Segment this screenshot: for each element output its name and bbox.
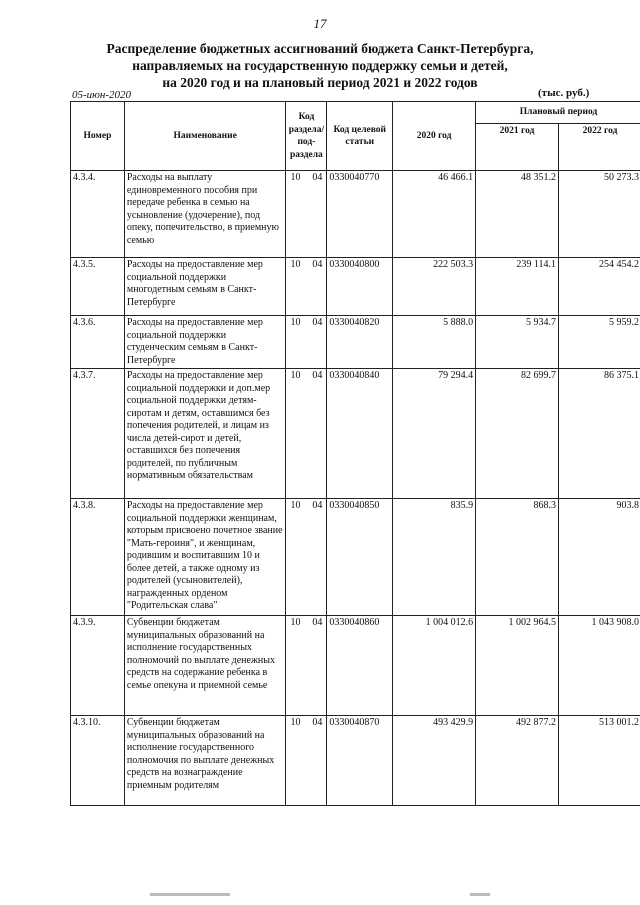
row-amount-2021: 5 934.7 <box>476 316 559 369</box>
row-amount-2022: 903.8 <box>559 499 640 616</box>
row-amount-2021: 239 114.1 <box>476 258 559 316</box>
row-amount-2022: 1 043 908.0 <box>559 616 640 716</box>
section-value: 10 <box>290 717 301 728</box>
row-name: Расходы на предоставление мер социальной поддержки студенческим семьям в Санкт-Петербурге <box>124 316 286 369</box>
row-amount-2020: 79 294.4 <box>393 369 476 499</box>
row-section-code <box>286 716 327 806</box>
header-section-code: Код раздела/ под-раздела <box>286 102 327 171</box>
subsection-value: 04 <box>312 317 323 328</box>
section-value: 10 <box>290 317 301 328</box>
subsection-value: 04 <box>312 259 323 270</box>
row-number: 4.3.5. <box>71 258 125 316</box>
row-target-code: 0330040770 <box>327 171 393 258</box>
row-section-code <box>286 616 327 716</box>
table-header <box>71 102 640 171</box>
row-target-code: 0330040860 <box>327 616 393 716</box>
row-amount-2020: 835.9 <box>393 499 476 616</box>
subsection-value: 04 <box>312 717 323 728</box>
section-value: 10 <box>290 259 301 270</box>
subsection-value: 04 <box>312 370 323 381</box>
header-year-2022: 2022 год <box>559 124 640 171</box>
row-amount-2020: 222 503.3 <box>393 258 476 316</box>
section-value: 10 <box>290 172 301 183</box>
table-body <box>71 171 640 806</box>
table-row <box>71 716 640 806</box>
table-row <box>71 316 640 369</box>
row-amount-2020: 1 004 012.6 <box>393 616 476 716</box>
row-number: 4.3.6. <box>71 316 125 369</box>
row-name: Расходы на предоставление мер социальной поддержки женщинам, которым присвоено почетное звание "Мать-героиня", и женщинам, родившим и воспитавшим 10 и более детей, а также одному из родителей (усыновителей), награжденных орденом "Родительская слава" <box>124 499 286 616</box>
row-amount-2021: 492 877.2 <box>476 716 559 806</box>
row-number: 4.3.7. <box>71 369 125 499</box>
row-target-code: 0330040840 <box>327 369 393 499</box>
row-number: 4.3.9. <box>71 616 125 716</box>
footer-mark <box>150 893 230 896</box>
row-target-code: 0330040820 <box>327 316 393 369</box>
row-number: 4.3.4. <box>71 171 125 258</box>
title-line: Распределение бюджетных ассигнований бюджета Санкт-Петербурга, <box>106 41 534 56</box>
row-section-code <box>286 258 327 316</box>
header-year-2020: 2020 год <box>393 102 476 171</box>
row-section-code <box>286 171 327 258</box>
section-value: 10 <box>290 370 301 381</box>
row-amount-2021: 48 351.2 <box>476 171 559 258</box>
row-target-code: 0330040850 <box>327 499 393 616</box>
row-amount-2021: 1 002 964.5 <box>476 616 559 716</box>
row-amount-2022: 50 273.3 <box>559 171 640 258</box>
document-title <box>60 40 580 91</box>
section-value: 10 <box>290 500 301 511</box>
row-amount-2022: 5 959.2 <box>559 316 640 369</box>
table-row <box>71 258 640 316</box>
section-value: 10 <box>290 617 301 628</box>
row-amount-2021: 82 699.7 <box>476 369 559 499</box>
title-line: направляемых на государственную поддержку семьи и детей, <box>132 58 508 73</box>
row-target-code: 0330040870 <box>327 716 393 806</box>
document-date: 05-июн-2020 <box>72 89 132 101</box>
budget-table <box>70 101 640 806</box>
table-row <box>71 171 640 258</box>
row-section-code <box>286 369 327 499</box>
table-row <box>71 499 640 616</box>
row-name: Субвенции бюджетам муниципальных образований на исполнение государственных полномочий по выплате денежных средств на содержание ребенка в семье опекуна и приемной семье <box>124 616 286 716</box>
header-name: Наименование <box>124 102 286 171</box>
row-number: 4.3.8. <box>71 499 125 616</box>
title-line: на 2020 год и на плановый период 2021 и 2022 годов <box>162 75 478 90</box>
row-section-code <box>286 499 327 616</box>
units-label: (тыс. руб.) <box>538 87 590 99</box>
subsection-value: 04 <box>312 172 323 183</box>
row-amount-2022: 254 454.2 <box>559 258 640 316</box>
header-target-code: Код целевой статьи <box>327 102 393 171</box>
row-amount-2020: 46 466.1 <box>393 171 476 258</box>
row-amount-2020: 493 429.9 <box>393 716 476 806</box>
row-name: Расходы на выплату единовременного пособия при передаче ребенка в семью на усыновление (удочерение), под опеку, попечительство, в приемную семью <box>124 171 286 258</box>
row-number: 4.3.10. <box>71 716 125 806</box>
row-target-code: 0330040800 <box>327 258 393 316</box>
row-amount-2022: 513 001.2 <box>559 716 640 806</box>
table-row <box>71 369 640 499</box>
row-name: Расходы на предоставление мер социальной поддержки многодетным семьям в Санкт-Петербурге <box>124 258 286 316</box>
subsection-value: 04 <box>312 617 323 628</box>
table-row <box>71 616 640 716</box>
subsection-value: 04 <box>312 500 323 511</box>
footer-mark <box>470 893 490 896</box>
row-name: Расходы на предоставление мер социальной поддержки и доп.мер социальной поддержки детям-сиротам и детям, оставшимся без попечения родителей, и лицам из числа детей-сирот и детей, оставшихся без попечения родителей, по публичным нормативным обязательствам <box>124 369 286 499</box>
row-name: Субвенции бюджетам муниципальных образований на исполнение государственного полномочия по выплате денежных средств на вознаграждение приемным родителям <box>124 716 286 806</box>
page-number: 17 <box>313 16 327 31</box>
row-amount-2020: 5 888.0 <box>393 316 476 369</box>
row-amount-2021: 868.3 <box>476 499 559 616</box>
row-amount-2022: 86 375.1 <box>559 369 640 499</box>
header-year-2021: 2021 год <box>476 124 559 171</box>
header-number: Номер <box>71 102 125 171</box>
row-section-code <box>286 316 327 369</box>
header-planned-period: Плановый период <box>476 102 640 124</box>
